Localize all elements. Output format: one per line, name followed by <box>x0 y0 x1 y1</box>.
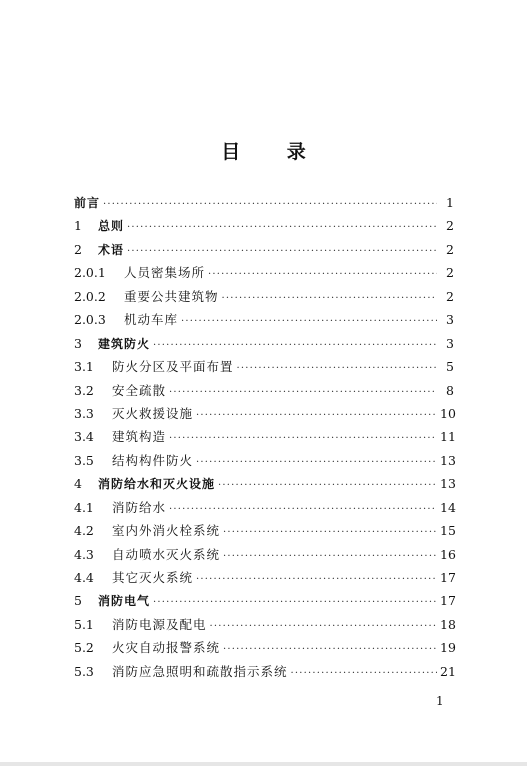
page-title: 目 录 <box>221 141 326 163</box>
toc-leader-dots <box>196 568 437 591</box>
toc-entry[interactable] <box>74 261 454 284</box>
toc-entry-number: 4.3 <box>74 546 94 562</box>
toc-entry[interactable] <box>74 566 454 589</box>
toc-entry-page: 16 <box>440 546 456 562</box>
toc-entry-title: 建筑构造 <box>112 429 167 445</box>
toc-entry-page: 2 <box>446 265 454 281</box>
toc-entry-number: 2.0.2 <box>74 288 106 304</box>
toc-entry-page: 14 <box>440 499 456 515</box>
toc-entry-page: 8 <box>446 382 454 398</box>
toc-leader-dots <box>208 263 437 286</box>
toc-entry[interactable] <box>74 519 454 542</box>
toc-entry[interactable] <box>74 660 454 683</box>
toc-leader-dots <box>237 357 437 380</box>
toc-entry-number: 3 <box>74 335 82 351</box>
toc-entry-number: 1 <box>74 218 82 234</box>
toc-entry-title: 结构构件防火 <box>112 452 194 468</box>
toc-entry-page: 5 <box>446 359 454 375</box>
toc-entry-page: 21 <box>440 663 456 679</box>
toc-entry[interactable] <box>74 449 454 472</box>
toc-entry-page: 3 <box>446 335 454 351</box>
toc-entry-title: 机动车库 <box>124 312 179 328</box>
toc-entry[interactable] <box>74 589 454 612</box>
toc-leader-dots <box>291 662 437 685</box>
toc-entry-page: 17 <box>440 570 456 585</box>
toc-entry-number: 3.2 <box>74 382 94 398</box>
toc-entry-title: 自动喷水灭火系统 <box>112 546 221 562</box>
toc-entry[interactable] <box>74 238 454 261</box>
toc-entry-title: 消防给水和灭火设施 <box>98 477 216 492</box>
toc-leader-dots <box>222 287 437 310</box>
toc-entry-title: 消防电气 <box>98 594 151 609</box>
toc-entry-title: 室内外消火栓系统 <box>112 523 221 539</box>
toc-entry-page: 2 <box>446 241 454 257</box>
toc-entry-title: 防火分区及平面布置 <box>112 359 234 375</box>
toc-leader-dots <box>210 615 437 638</box>
toc-entry-page: 18 <box>440 616 456 632</box>
toc-entry-title: 建筑防火 <box>98 336 151 351</box>
toc-entry-page: 1 <box>446 195 454 210</box>
toc-entry-number: 2.0.3 <box>74 312 106 328</box>
toc-leader-dots <box>196 451 437 474</box>
toc-leader-dots <box>127 216 437 239</box>
toc-entry[interactable] <box>74 214 454 237</box>
toc-entry-title: 其它灭火系统 <box>112 570 194 585</box>
toc-entry-number: 5.1 <box>74 616 94 632</box>
toc-entry-page: 13 <box>440 452 456 468</box>
toc-entry-page: 17 <box>440 593 456 609</box>
toc-entry-title: 消防电源及配电 <box>112 616 207 632</box>
toc-leader-dots <box>127 240 437 263</box>
toc-leader-dots <box>181 310 437 333</box>
toc-entry-title: 重要公共建筑物 <box>124 288 219 304</box>
toc-entry[interactable] <box>74 285 454 308</box>
toc-entry-number: 2.0.1 <box>74 265 106 281</box>
toc-entry-title: 安全疏散 <box>112 382 167 398</box>
toc-entry[interactable] <box>74 379 454 402</box>
toc-entry-title: 前言 <box>74 196 101 210</box>
toc-entry-number: 3.3 <box>74 405 94 421</box>
toc-entry-page: 19 <box>440 640 456 656</box>
toc-entry[interactable] <box>74 636 454 659</box>
toc-entry-page: 2 <box>446 288 454 304</box>
toc-entry-title: 人员密集场所 <box>124 265 206 281</box>
table-of-contents <box>74 191 454 683</box>
toc-leader-dots <box>218 474 437 497</box>
toc-entry-title: 总则 <box>98 219 125 234</box>
toc-leader-dots <box>223 545 437 568</box>
toc-leader-dots <box>169 427 437 450</box>
toc-entry-page: 11 <box>440 429 456 445</box>
toc-leader-dots <box>103 193 437 216</box>
toc-entry-number: 4.4 <box>74 570 94 585</box>
toc-entry-title: 消防应急照明和疏散指示系统 <box>112 663 288 679</box>
toc-entry-number: 3.5 <box>74 452 94 468</box>
toc-entry-number: 4.1 <box>74 499 94 515</box>
toc-entry[interactable] <box>74 332 454 355</box>
toc-leader-dots <box>223 638 437 661</box>
toc-entry-number: 5 <box>74 593 82 609</box>
toc-entry[interactable] <box>74 191 454 214</box>
toc-entry[interactable] <box>74 355 454 378</box>
bottom-scroll-edge <box>0 762 527 766</box>
toc-entry[interactable] <box>74 472 454 495</box>
toc-entry-title: 消防给水 <box>112 499 167 515</box>
toc-entry-page: 10 <box>440 405 456 421</box>
toc-leader-dots <box>196 404 437 427</box>
toc-entry-page: 2 <box>446 218 454 234</box>
toc-entry-title: 灭火救援设施 <box>112 405 194 421</box>
toc-leader-dots <box>169 381 437 404</box>
toc-leader-dots <box>169 498 437 521</box>
toc-entry[interactable] <box>74 613 454 636</box>
toc-entry-title: 术语 <box>98 242 125 257</box>
toc-leader-dots <box>153 591 437 614</box>
toc-entry[interactable] <box>74 543 454 566</box>
toc-entry-number: 3.1 <box>74 359 94 375</box>
toc-entry[interactable] <box>74 425 454 448</box>
toc-entry[interactable] <box>74 308 454 331</box>
toc-entry[interactable] <box>74 402 454 425</box>
toc-entry-number: 4 <box>74 476 82 492</box>
toc-entry-page: 13 <box>440 476 456 492</box>
toc-entry-number: 2 <box>74 241 82 257</box>
toc-leader-dots <box>223 521 437 544</box>
toc-entry-number: 3.4 <box>74 429 94 445</box>
toc-entry-page: 3 <box>446 312 454 328</box>
page-number: 1 <box>436 694 444 708</box>
toc-entry-title: 火灾自动报警系统 <box>112 640 221 656</box>
toc-entry-number: 4.2 <box>74 523 94 539</box>
toc-leader-dots <box>153 334 437 357</box>
toc-entry-number: 5.2 <box>74 640 94 656</box>
toc-entry-page: 15 <box>440 523 456 539</box>
toc-entry-number: 5.3 <box>74 663 94 679</box>
toc-entry[interactable] <box>74 496 454 519</box>
